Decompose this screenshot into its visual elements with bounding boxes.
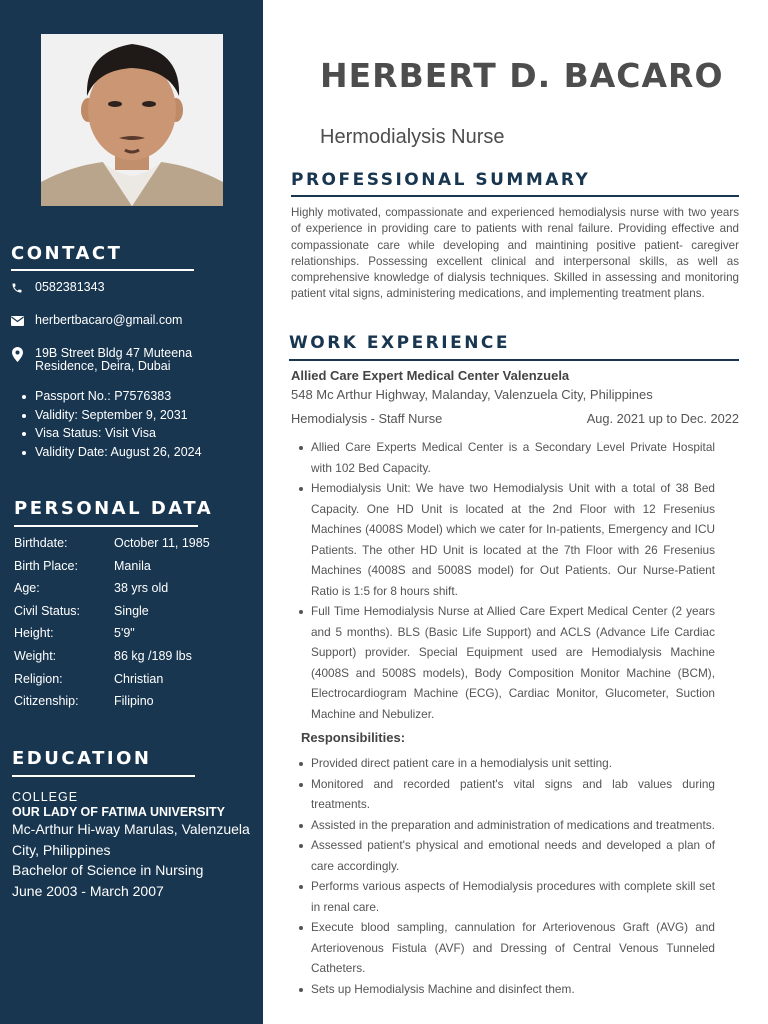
personal-row: [14, 626, 210, 649]
list-item: Hemodialysis Unit: We have two Hemodialysis Unit with a total of 38 Bed Capacity. One HD Unit is located at the 2nd Floor with 12 Fresenius Machines (4008S Model) which we cater for In-patients, Emergency and ICU Patients. The other HD Unit is located at the 7th Floor with 26 Fresenius Machines (4008S and 5008S model) for Out Patients. Our Nurse-Patient Ratio is 1:5 for 8 hours shift.: [299, 478, 715, 601]
personal-value: 38 yrs old: [114, 581, 169, 596]
job-dates: Aug. 2021 up to Dec. 2022: [586, 411, 739, 426]
job-title-row: [291, 411, 739, 426]
email-address[interactable]: herbertbacaro@gmail.com: [35, 313, 183, 327]
responsibilities-label: Responsibilities:: [301, 730, 406, 745]
personal-value: October 11, 1985: [114, 536, 210, 550]
education-school: OUR LADY OF FATIMA UNIVERSITY: [12, 805, 225, 819]
personal-key: Citizenship:: [14, 694, 79, 709]
list-item: Monitored and recorded patient's vital signs and lab values during treatments.: [299, 774, 715, 815]
sidebar: [0, 0, 263, 1024]
envelope-icon: [10, 314, 24, 328]
education-address: Mc-Arthur Hi-way Marulas, Valenzuela City, Philippines: [12, 821, 250, 858]
personal-value: 5'9": [114, 626, 135, 641]
responsibilities-list: [299, 753, 715, 999]
candidate-role: Hermodialysis Nurse: [320, 126, 505, 148]
work-details-list: [299, 437, 715, 724]
visa-item-passport: Passport No.: P7576383: [22, 389, 202, 408]
education-degree: Bachelor of Science in Nursing: [12, 862, 204, 878]
list-item: Allied Care Experts Medical Center is a Secondary Level Private Hospital with 102 Bed Capacity.: [299, 437, 715, 478]
company-name: Allied Care Expert Medical Center Valenzuela: [291, 368, 570, 383]
personal-key: Weight:: [14, 648, 57, 663]
list-item: Execute blood sampling, cannulation for Arteriovenous Graft (AVG) and Arteriovenous Fistula (AVF) and Dressing of Central Venous Tunneled Catheters.: [299, 917, 715, 979]
contact-phone: [10, 281, 105, 295]
personal-key: Birth Place:: [14, 558, 78, 573]
contact-heading: CONTACT: [11, 243, 123, 264]
contact-email: [10, 314, 182, 328]
list-item: Assessed patient's physical and emotional needs and developed a plan of care accordingly.: [299, 835, 715, 876]
personal-row: [14, 559, 210, 582]
personal-row: [14, 581, 210, 604]
phone-icon: [10, 281, 24, 295]
personal-value: 86 kg /189 lbs: [114, 648, 192, 663]
personal-row: [14, 536, 210, 559]
personal-data-heading: PERSONAL DATA: [14, 498, 214, 519]
personal-row: [14, 672, 210, 695]
education-heading: EDUCATION: [12, 748, 152, 769]
list-item: Provided direct patient care in a hemodialysis unit setting.: [299, 753, 715, 774]
personal-key: Civil Status:: [14, 603, 80, 618]
education-divider: [12, 775, 195, 777]
personal-value: Christian: [114, 671, 164, 686]
personal-value: Single: [114, 603, 149, 618]
work-heading: WORK EXPERIENCE: [289, 333, 511, 353]
personal-key: Height:: [14, 626, 54, 641]
visa-item-validity-date: Validity Date: August 26, 2024: [22, 445, 202, 464]
personal-value: Manila: [114, 558, 151, 573]
visa-list: [22, 389, 202, 463]
list-item: Performs various aspects of Hemodialysis procedures with complete skill set in renal care.: [299, 876, 715, 917]
visa-item-status: Visa Status: Visit Visa: [22, 426, 202, 445]
personal-key: Religion:: [14, 671, 63, 686]
personal-row: [14, 694, 210, 717]
list-item: Full Time Hemodialysis Nurse at Allied Care Expert Medical Center (2 years and 5 months). BLS (Basic Life Support) and ACLS (Advance Life Cardiac Support) provider. Special Equipment used are Hemodialysis Machine (4008S and 5008S models), Body Composition Monitor Machine (BCM), Electrocardiogram Machine (ECG), Cardiac Monitor, Glucometer, Suction Machine and Nebulizer.: [299, 601, 715, 724]
main-content: [263, 0, 768, 1024]
profile-photo: [41, 34, 223, 206]
contact-divider: [11, 269, 194, 271]
list-item: Assisted in the preparation and administration of medications and treatments.: [299, 815, 715, 836]
address-line-2: Residence, Deira, Dubai: [35, 359, 171, 373]
company-address: 548 Mc Arthur Highway, Malanday, Valenzuela City, Philippines: [291, 387, 653, 402]
contact-address: [10, 347, 192, 373]
summary-heading: PROFESSIONAL SUMMARY: [291, 170, 591, 190]
location-pin-icon: [10, 347, 24, 361]
personal-data-divider: [14, 525, 198, 527]
personal-key: Birthdate:: [14, 536, 68, 550]
visa-item-validity: Validity: September 9, 2031: [22, 408, 202, 427]
personal-value: Filipino: [114, 694, 154, 709]
education-entry: [12, 790, 264, 901]
work-divider: [289, 359, 739, 361]
list-item: Sets up Hemodialysis Machine and disinfect them.: [299, 979, 715, 1000]
personal-row: [14, 649, 210, 672]
phone-number[interactable]: 0582381343: [35, 280, 105, 294]
job-position: Hemodialysis - Staff Nurse: [291, 411, 443, 426]
address-line-1: 19B Street Bldg 47 Muteena: [35, 346, 193, 360]
summary-divider: [291, 195, 739, 197]
summary-text: Highly motivated, compassionate and experienced hemodialysis nurse with two years of experience in providing care to patients with renal failure. Providing effective and compassionate care while developing and maintining positive patient- caregiver relationships. Possessing excellent clinical and interpersonal skills, as well as comprehensive knowledge of dialysis techniques. Skilled in assessing and monitoring patient vital signs, administering medications, and implementing treatment plans.: [291, 206, 739, 301]
education-level: COLLEGE: [12, 790, 79, 804]
personal-row: [14, 604, 210, 627]
education-dates: June 2003 - March 2007: [12, 882, 164, 899]
candidate-name: HERBERT D. BACARO: [320, 56, 724, 95]
personal-key: Age:: [14, 581, 40, 596]
personal-data-table: [14, 536, 210, 717]
